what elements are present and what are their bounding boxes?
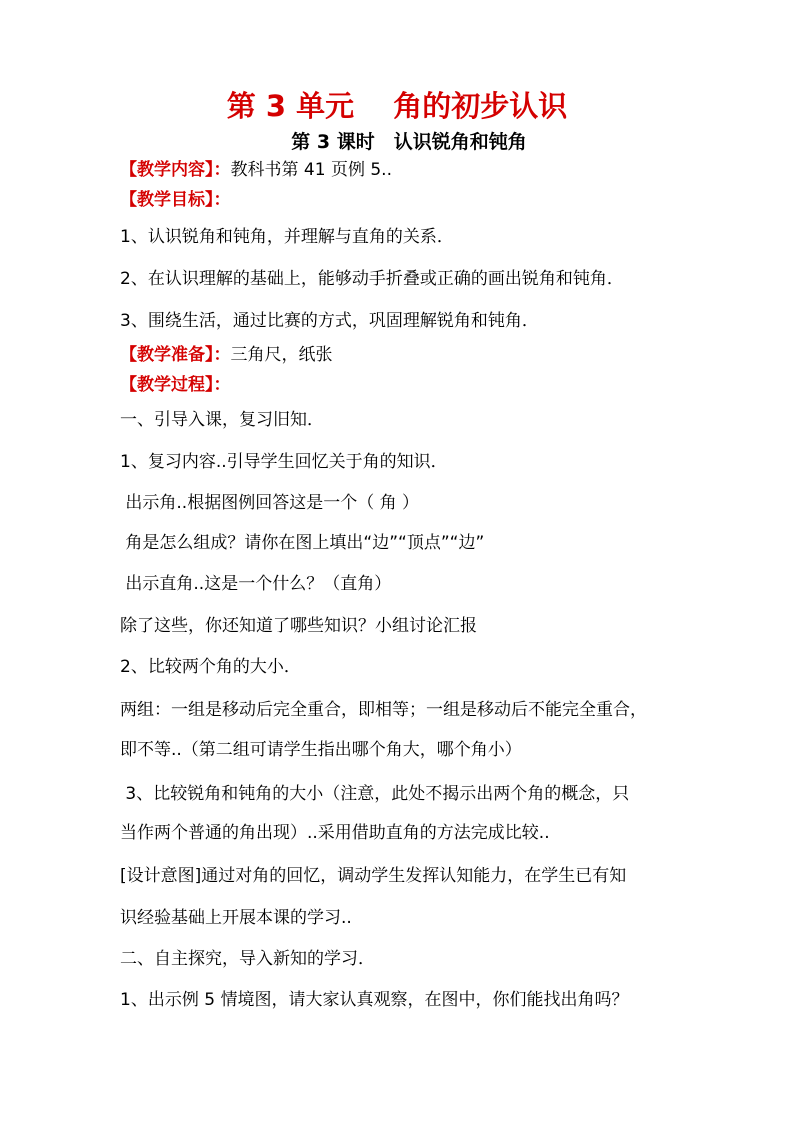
process-paragraph: 2、比较两个角的大小． [120, 657, 301, 677]
lesson-subtitle: 第 3 课时 认识锐角和钝角 [291, 131, 527, 153]
process-label: 【教学过程】： [120, 375, 231, 395]
process-paragraph: 一、引导入课，复习旧知． [120, 410, 324, 430]
goal-item: 3、围绕生活，通过比赛的方式，巩固理解锐角和钝角． [120, 311, 539, 331]
process-paragraph: 两组：一组是移动后完全重合，即相等；一组是移动后不能完全重合， [120, 700, 647, 720]
process-line [120, 373, 690, 397]
process-paragraph: 二、自主探究，导入新知的学习． [120, 949, 375, 969]
content-line [120, 158, 690, 182]
goal-item: 2、在认识理解的基础上，能够动手折叠或正确的画出锐角和钝角． [120, 269, 624, 289]
process-paragraph: 角是怎么组成？请你在图上填出“边”“顶点”“边” [120, 533, 485, 553]
prep-label: 【教学准备】： [120, 345, 231, 365]
goals-label: 【教学目标】： [120, 190, 231, 210]
process-paragraph: 3、比较锐角和钝角的大小（注意，此处不揭示出两个角的概念，只 [120, 784, 630, 804]
content-label: 【教学内容】： [120, 160, 231, 180]
unit-title: 第 3 单元 角的初步认识 [226, 89, 568, 123]
process-paragraph: 出示直角..这是一个什么？（直角） [120, 574, 392, 594]
process-paragraph: 当作两个普通的角出现）..采用借助直角的方法完成比较.. [120, 823, 550, 843]
process-paragraph: 即不等..（第二组可请学生指出哪个角大，哪个角小） [120, 740, 522, 760]
goals-line [120, 188, 690, 212]
prep-line [120, 343, 690, 367]
process-paragraph: 出示角..根据图例回答这是一个（ 角 ） [120, 493, 420, 513]
process-paragraph: 识经验基础上开展本课的学习.. [120, 908, 352, 928]
process-paragraph: 除了这些，你还知道了哪些知识？小组讨论汇报 [120, 616, 477, 636]
process-paragraph: [设计意图]通过对角的回忆，调动学生发挥认知能力，在学生已有知 [120, 866, 627, 886]
content-text: 教科书第 41 页例 5.. [230, 160, 392, 180]
process-paragraph: 1、出示例 5 情境图，请大家认真观察，在图中，你们能找出角吗？ [120, 990, 629, 1010]
process-paragraph: 1、复习内容..引导学生回忆关于角的知识． [120, 452, 448, 472]
prep-text: 三角尺，纸张 [230, 345, 333, 365]
goal-item: 1、认识锐角和钝角，并理解与直角的关系． [120, 227, 454, 247]
